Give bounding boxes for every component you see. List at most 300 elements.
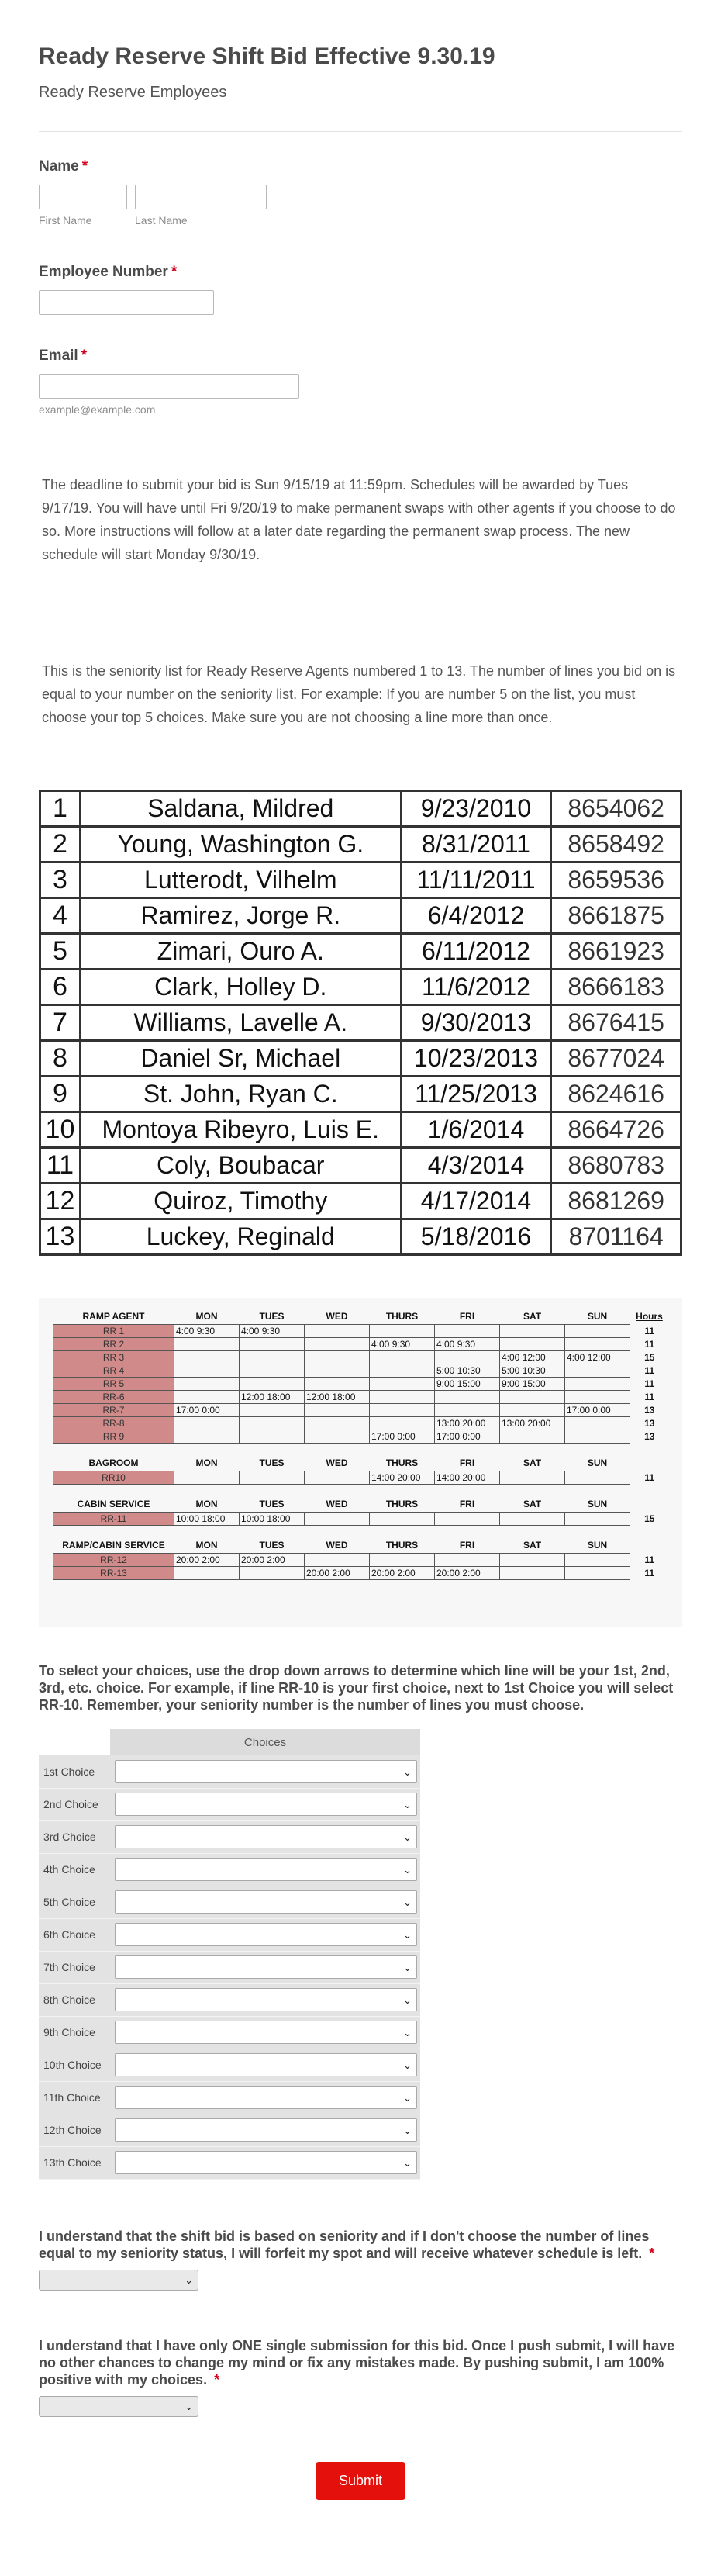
confirm-seniority-label: I understand that the shift bid is based on seniority and if I don't choose the number of lines equal to my seniority status, I will forfeit my spot and will receive whatever schedule is left. * [39,2228,655,2261]
shift-time-cell [240,1403,305,1416]
shift-time-cell [565,1430,630,1443]
employee-id: 8701164 [551,1219,681,1255]
weekly-hours: 11 [644,1378,655,1389]
chevron-down-icon: ⌄ [185,2400,193,2412]
shift-time-cell [500,1337,565,1350]
weekly-hours: 11 [644,1554,655,1565]
choice-row [39,1918,420,1951]
schedule-row [53,1350,669,1364]
shift-time-cell [565,1566,630,1579]
choice-row [39,2146,420,2179]
shift-time-cell [565,1390,630,1403]
name-label: Name * [39,158,88,175]
employee-id: 8677024 [551,1041,681,1077]
choice-select[interactable] [115,2151,417,2174]
chevron-down-icon: ⌄ [403,1962,412,1973]
shift-time-cell [305,1403,370,1416]
weekly-hours: 15 [644,1351,655,1363]
agent-name: Daniel Sr, Michael [80,1041,401,1077]
shift-time-cell: 9:00 15:00 [435,1377,500,1390]
form-title: Ready Reserve Shift Bid Effective 9.30.19 [39,43,495,69]
chevron-down-icon: ⌄ [403,1765,412,1778]
day-header: WED [326,1310,348,1322]
shift-time-cell: 14:00 20:00 [435,1471,500,1484]
weekly-hours: 11 [644,1567,655,1578]
shift-time-cell [500,1324,565,1337]
agent-name: Young, Washington G. [80,827,401,863]
day-header: FRI [459,1457,475,1468]
schedule-row [53,1512,669,1525]
line-id: RR 1 [53,1324,174,1337]
line-id: RR-7 [53,1403,174,1416]
shift-time-cell [435,1350,500,1364]
submit-area [39,2462,682,2500]
choice-row [39,1853,420,1886]
hours-header: Hours [636,1311,663,1322]
agent-name: Saldana, Mildred [80,791,401,827]
spacer-cell [53,1443,669,1455]
choice-row [39,1820,420,1853]
spacer-cell [53,1484,669,1496]
choice-cell [110,1918,420,1951]
day-header: SAT [523,1310,542,1322]
shift-time-cell: 13:00 20:00 [500,1416,565,1430]
choice-row-label: 7th Choice [39,1951,110,1983]
seniority-row [40,1041,681,1077]
shift-time-cell: 4:00 12:00 [500,1350,565,1364]
day-header: SUN [587,1457,608,1468]
choice-select[interactable] [115,1825,417,1848]
seniority-rank: 8 [40,1041,81,1077]
day-header: WED [326,1498,348,1509]
agent-name: Luckey, Reginald [80,1219,401,1255]
shift-time-cell [174,1350,240,1364]
hire-date: 5/18/2016 [401,1219,551,1255]
shift-time-cell [174,1377,240,1390]
confirm-seniority-select[interactable] [39,2270,198,2291]
shift-time-cell [500,1471,565,1484]
day-header: MON [195,1539,218,1551]
shift-time-cell: 13:00 20:00 [435,1416,500,1430]
seniority-row [40,791,681,827]
shift-time-cell: 4:00 9:30 [174,1324,240,1337]
schedule-row [53,1553,669,1566]
day-header: THURS [385,1539,419,1551]
header-divider [39,131,682,132]
choice-cell [110,1788,420,1820]
choice-row [39,1886,420,1918]
hire-date: 6/4/2012 [401,898,551,934]
shift-time-cell [435,1324,500,1337]
choice-select[interactable] [115,1760,417,1783]
schedule-row [53,1390,669,1403]
group-spacer [53,1484,669,1496]
employee-id: 8681269 [551,1184,681,1219]
day-header: THURS [385,1457,419,1468]
shift-time-cell [370,1324,435,1337]
choice-cell [110,2114,420,2146]
shift-time-cell: 14:00 20:00 [370,1471,435,1484]
seniority-rank: 2 [40,827,81,863]
shift-time-cell: 17:00 0:00 [370,1430,435,1443]
day-header: SUN [587,1310,608,1322]
shift-time-cell [370,1390,435,1403]
hire-date: 11/25/2013 [401,1077,551,1112]
choice-select[interactable] [115,2053,417,2076]
weekly-hours: 11 [644,1364,655,1376]
confirm-submission-label: I understand that I have only ONE single submission for this bid. Once I push submit, I will have no other chances to change my mind or fix any mistakes made. By pushing submit, I am 100% positive with my choices. * [39,2337,675,2388]
shift-time-cell: 17:00 0:00 [435,1430,500,1443]
schedule-group-header [53,1309,669,1324]
chevron-down-icon: ⌄ [403,1864,412,1876]
shift-time-cell: 4:00 9:30 [370,1337,435,1350]
group-title: BAGROOM [88,1457,139,1468]
choice-row [39,2049,420,2081]
hire-date: 6/11/2012 [401,934,551,970]
seniority-row [40,827,681,863]
form-subtitle: Ready Reserve Employees [39,84,227,101]
choice-row [39,1788,420,1820]
choice-row [39,2081,420,2114]
employee-id: 8659536 [551,863,681,898]
shift-time-cell [565,1471,630,1484]
first-name-input[interactable] [39,185,127,209]
seniority-rank: 11 [40,1148,81,1184]
first-name-sublabel: First Name [39,214,92,226]
shift-time-cell [565,1553,630,1566]
hire-date: 4/17/2014 [401,1184,551,1219]
shift-time-cell [500,1390,565,1403]
line-id: RR-13 [53,1566,174,1579]
choice-row [39,1951,420,1983]
shift-time-cell [565,1337,630,1350]
shift-time-cell [174,1566,240,1579]
choice-select[interactable] [115,2118,417,2142]
shift-time-cell [305,1471,370,1484]
shift-time-cell [500,1566,565,1579]
shift-time-cell: 5:00 10:30 [500,1364,565,1377]
seniority-row [40,1005,681,1041]
weekly-hours: 11 [644,1471,655,1483]
choice-select[interactable] [115,1858,417,1881]
shift-time-cell [240,1350,305,1364]
line-id: RR 5 [53,1377,174,1390]
day-header: TUES [259,1310,285,1322]
shift-schedule-table [53,1309,669,1580]
choice-row [39,1755,420,1788]
shift-time-cell [174,1364,240,1377]
seniority-intro-text: This is the seniority list for Ready Reserve Agents numbered 1 to 13. The number of lines you bid on is equal to your number on the seniority list. For example: If you are number 5 on the list, you must choose your top 5 choices. Make sure you are not choosing a line more than once. [42,663,676,725]
day-header: TUES [259,1498,285,1509]
shift-schedule-image [39,1298,682,1627]
choice-row-label: 11th Choice [39,2081,110,2114]
choice-row-label: 10th Choice [39,2049,110,2081]
employee-number-label: Employee Number * [39,264,178,280]
shift-time-cell [565,1416,630,1430]
agent-name: Ramirez, Jorge R. [80,898,401,934]
choice-row [39,1983,420,2016]
chevron-down-icon: ⌄ [403,1831,412,1843]
shift-time-cell [565,1512,630,1525]
shift-time-cell: 17:00 0:00 [565,1403,630,1416]
shift-time-cell [500,1512,565,1525]
chevron-down-icon: ⌄ [403,2157,412,2169]
shift-time-cell [565,1377,630,1390]
line-id: RR 4 [53,1364,174,1377]
shift-time-cell: 20:00 2:00 [305,1566,370,1579]
shift-time-cell: 9:00 15:00 [500,1377,565,1390]
shift-time-cell [305,1337,370,1350]
shift-bid-form [39,0,682,2500]
hire-date: 10/23/2013 [401,1041,551,1077]
agent-name: Coly, Boubacar [80,1148,401,1184]
line-id: RR-11 [53,1512,174,1525]
hire-date: 4/3/2014 [401,1148,551,1184]
choice-row [39,2114,420,2146]
day-header: WED [326,1539,348,1551]
last-name-input[interactable] [135,185,267,209]
choice-cell [110,2146,420,2179]
employee-id: 8661923 [551,934,681,970]
shift-time-cell: 17:00 0:00 [174,1403,240,1416]
employee-id: 8680783 [551,1148,681,1184]
shift-time-cell [500,1553,565,1566]
choice-cell [110,2016,420,2049]
matrix-corner [39,1729,110,1755]
schedule-row [53,1403,669,1416]
line-id: RR 3 [53,1350,174,1364]
group-title: CABIN SERVICE [77,1498,150,1509]
seniority-row [40,863,681,898]
day-header: SAT [523,1498,542,1509]
day-header: FRI [459,1539,475,1551]
required-asterisk: * [649,2245,655,2261]
shift-time-cell [435,1390,500,1403]
shift-time-cell [240,1364,305,1377]
shift-time-cell [435,1512,500,1525]
choice-select[interactable] [115,2086,417,2109]
shift-time-cell [305,1324,370,1337]
day-header: THURS [385,1310,419,1322]
day-header: WED [326,1457,348,1468]
hire-date: 11/11/2011 [401,863,551,898]
line-id: RR-12 [53,1553,174,1566]
shift-time-cell [435,1553,500,1566]
hours-header [630,1537,669,1553]
line-id: RR 2 [53,1337,174,1350]
group-title: RAMP AGENT [82,1310,145,1322]
shift-time-cell [174,1390,240,1403]
choice-cell [110,1886,420,1918]
choice-cell [110,1951,420,1983]
choice-cell [110,1755,420,1788]
day-header: THURS [385,1498,419,1509]
choice-row-label: 8th Choice [39,1983,110,2016]
line-id: RR 9 [53,1430,174,1443]
choice-row-label: 5th Choice [39,1886,110,1918]
employee-id: 8666183 [551,970,681,1005]
choice-select[interactable] [115,2021,417,2044]
shift-time-cell [305,1512,370,1525]
group-spacer [53,1443,669,1455]
seniority-rank: 3 [40,863,81,898]
weekly-hours: 11 [644,1325,655,1336]
choice-row-label: 13th Choice [39,2146,110,2179]
shift-time-cell [240,1471,305,1484]
confirm-seniority-field [39,2228,682,2291]
choice-row-label: 2nd Choice [39,1788,110,1820]
schedule-group-header [53,1496,669,1512]
required-asterisk: * [171,264,178,280]
agent-name: Montoya Ribeyro, Luis E. [80,1112,401,1148]
seniority-rank: 12 [40,1184,81,1219]
required-asterisk: * [214,2371,220,2388]
schedule-row [53,1416,669,1430]
confirm-submission-select[interactable] [39,2396,198,2417]
seniority-row [40,1077,681,1112]
group-spacer [53,1525,669,1537]
employee-id: 8624616 [551,1077,681,1112]
hire-date: 9/23/2010 [401,791,551,827]
day-header: FRI [459,1498,475,1509]
shift-time-cell [370,1350,435,1364]
hire-date: 1/6/2014 [401,1112,551,1148]
email-sublabel: example@example.com [39,403,156,416]
shift-time-cell: 4:00 12:00 [565,1350,630,1364]
agent-name: Williams, Lavelle A. [80,1005,401,1041]
shift-time-cell [240,1566,305,1579]
submit-button[interactable]: Submit [316,2462,405,2500]
shift-time-cell [370,1377,435,1390]
seniority-rank: 13 [40,1219,81,1255]
choice-select[interactable] [115,1988,417,2011]
deadline-text: The deadline to submit your bid is Sun 9/15/19 at 11:59pm. Schedules will be awarded by Tues 9/17/19. You will have until Fri 9/20/19 to make permanent swaps with other agents if you choose to do so. More instructions will follow at a later date regarding the permanent swap process. The new schedule will start Monday 9/30/19. [42,477,676,562]
choice-select[interactable] [115,1890,417,1914]
shift-time-cell [370,1364,435,1377]
employee-id: 8676415 [551,1005,681,1041]
choice-cell [110,1853,420,1886]
choice-row-label: 1st Choice [39,1755,110,1788]
seniority-row [40,898,681,934]
shift-time-cell: 20:00 2:00 [435,1566,500,1579]
schedule-row [53,1377,669,1390]
day-header: SAT [523,1457,542,1468]
shift-time-cell [305,1350,370,1364]
shift-time-cell [174,1337,240,1350]
shift-time-cell [305,1553,370,1566]
required-asterisk: * [81,158,88,175]
seniority-row [40,1184,681,1219]
shift-time-cell [500,1430,565,1443]
schedule-row [53,1337,669,1350]
choices-column-header: Choices [110,1729,420,1755]
choice-select[interactable] [115,1923,417,1946]
chevron-down-icon: ⌄ [403,2027,412,2038]
employee-id: 8654062 [551,791,681,827]
day-header: TUES [259,1457,285,1468]
shift-time-cell [240,1430,305,1443]
agent-name: Zimari, Ouro A. [80,934,401,970]
choice-select[interactable] [115,1793,417,1816]
weekly-hours: 13 [644,1404,655,1416]
chevron-down-icon: ⌄ [403,1994,412,2006]
shift-time-cell [370,1416,435,1430]
chevron-down-icon: ⌄ [185,2273,193,2286]
employee-number-input[interactable] [39,290,214,315]
shift-time-cell [565,1364,630,1377]
hours-header [630,1496,669,1512]
choice-cell [110,2049,420,2081]
choice-cell [110,1983,420,2016]
seniority-rank: 9 [40,1077,81,1112]
choice-select[interactable] [115,1955,417,1979]
day-header: TUES [259,1539,285,1551]
agent-name: Clark, Holley D. [80,970,401,1005]
email-input[interactable] [39,374,299,399]
schedule-group-header [53,1537,669,1553]
seniority-rank: 6 [40,970,81,1005]
shift-time-cell [305,1364,370,1377]
shift-time-cell [500,1403,565,1416]
day-header: SUN [587,1539,608,1551]
first-name-group [39,185,127,226]
last-name-group [135,185,267,226]
day-header: MON [195,1457,218,1468]
seniority-row [40,1219,681,1255]
choice-row-label: 4th Choice [39,1853,110,1886]
shift-time-cell [240,1416,305,1430]
seniority-rank: 1 [40,791,81,827]
day-header: MON [195,1498,218,1509]
line-id: RR-8 [53,1416,174,1430]
day-header: SUN [587,1498,608,1509]
day-header: SAT [523,1539,542,1551]
choice-row-label: 9th Choice [39,2016,110,2049]
shift-time-cell: 12:00 18:00 [240,1390,305,1403]
seniority-row [40,970,681,1005]
choice-row-label: 6th Choice [39,1918,110,1951]
chevron-down-icon: ⌄ [403,2125,412,2136]
choice-instructions: To select your choices, use the drop down arrows to determine which line will be your 1st, 2nd, 3rd, etc. choice. For example, if line RR-10 is your first choice, next to 1st Choice you will select RR-10. Remember, your seniority number is the number of lines you must choose. [39,1663,674,1713]
agent-name: Lutterodt, Vilhelm [80,863,401,898]
shift-time-cell [370,1553,435,1566]
line-id: RR-6 [53,1390,174,1403]
choices-matrix [39,1729,420,2180]
shift-time-cell [370,1403,435,1416]
shift-time-cell: 10:00 18:00 [240,1512,305,1525]
shift-time-cell: 20:00 2:00 [240,1553,305,1566]
weekly-hours: 13 [644,1417,655,1429]
seniority-rank: 7 [40,1005,81,1041]
hire-date: 8/31/2011 [401,827,551,863]
shift-time-cell [174,1416,240,1430]
schedule-row [53,1324,669,1337]
shift-time-cell: 12:00 18:00 [305,1390,370,1403]
choice-row [39,2016,420,2049]
shift-time-cell [305,1430,370,1443]
shift-time-cell: 10:00 18:00 [174,1512,240,1525]
shift-time-cell [240,1337,305,1350]
shift-time-cell [240,1377,305,1390]
seniority-row [40,1112,681,1148]
shift-time-cell: 4:00 9:30 [435,1337,500,1350]
agent-name: Quiroz, Timothy [80,1184,401,1219]
employee-id: 8664726 [551,1112,681,1148]
schedule-group-header [53,1455,669,1471]
schedule-row [53,1430,669,1443]
weekly-hours: 11 [644,1338,655,1350]
chevron-down-icon: ⌄ [403,1799,412,1810]
